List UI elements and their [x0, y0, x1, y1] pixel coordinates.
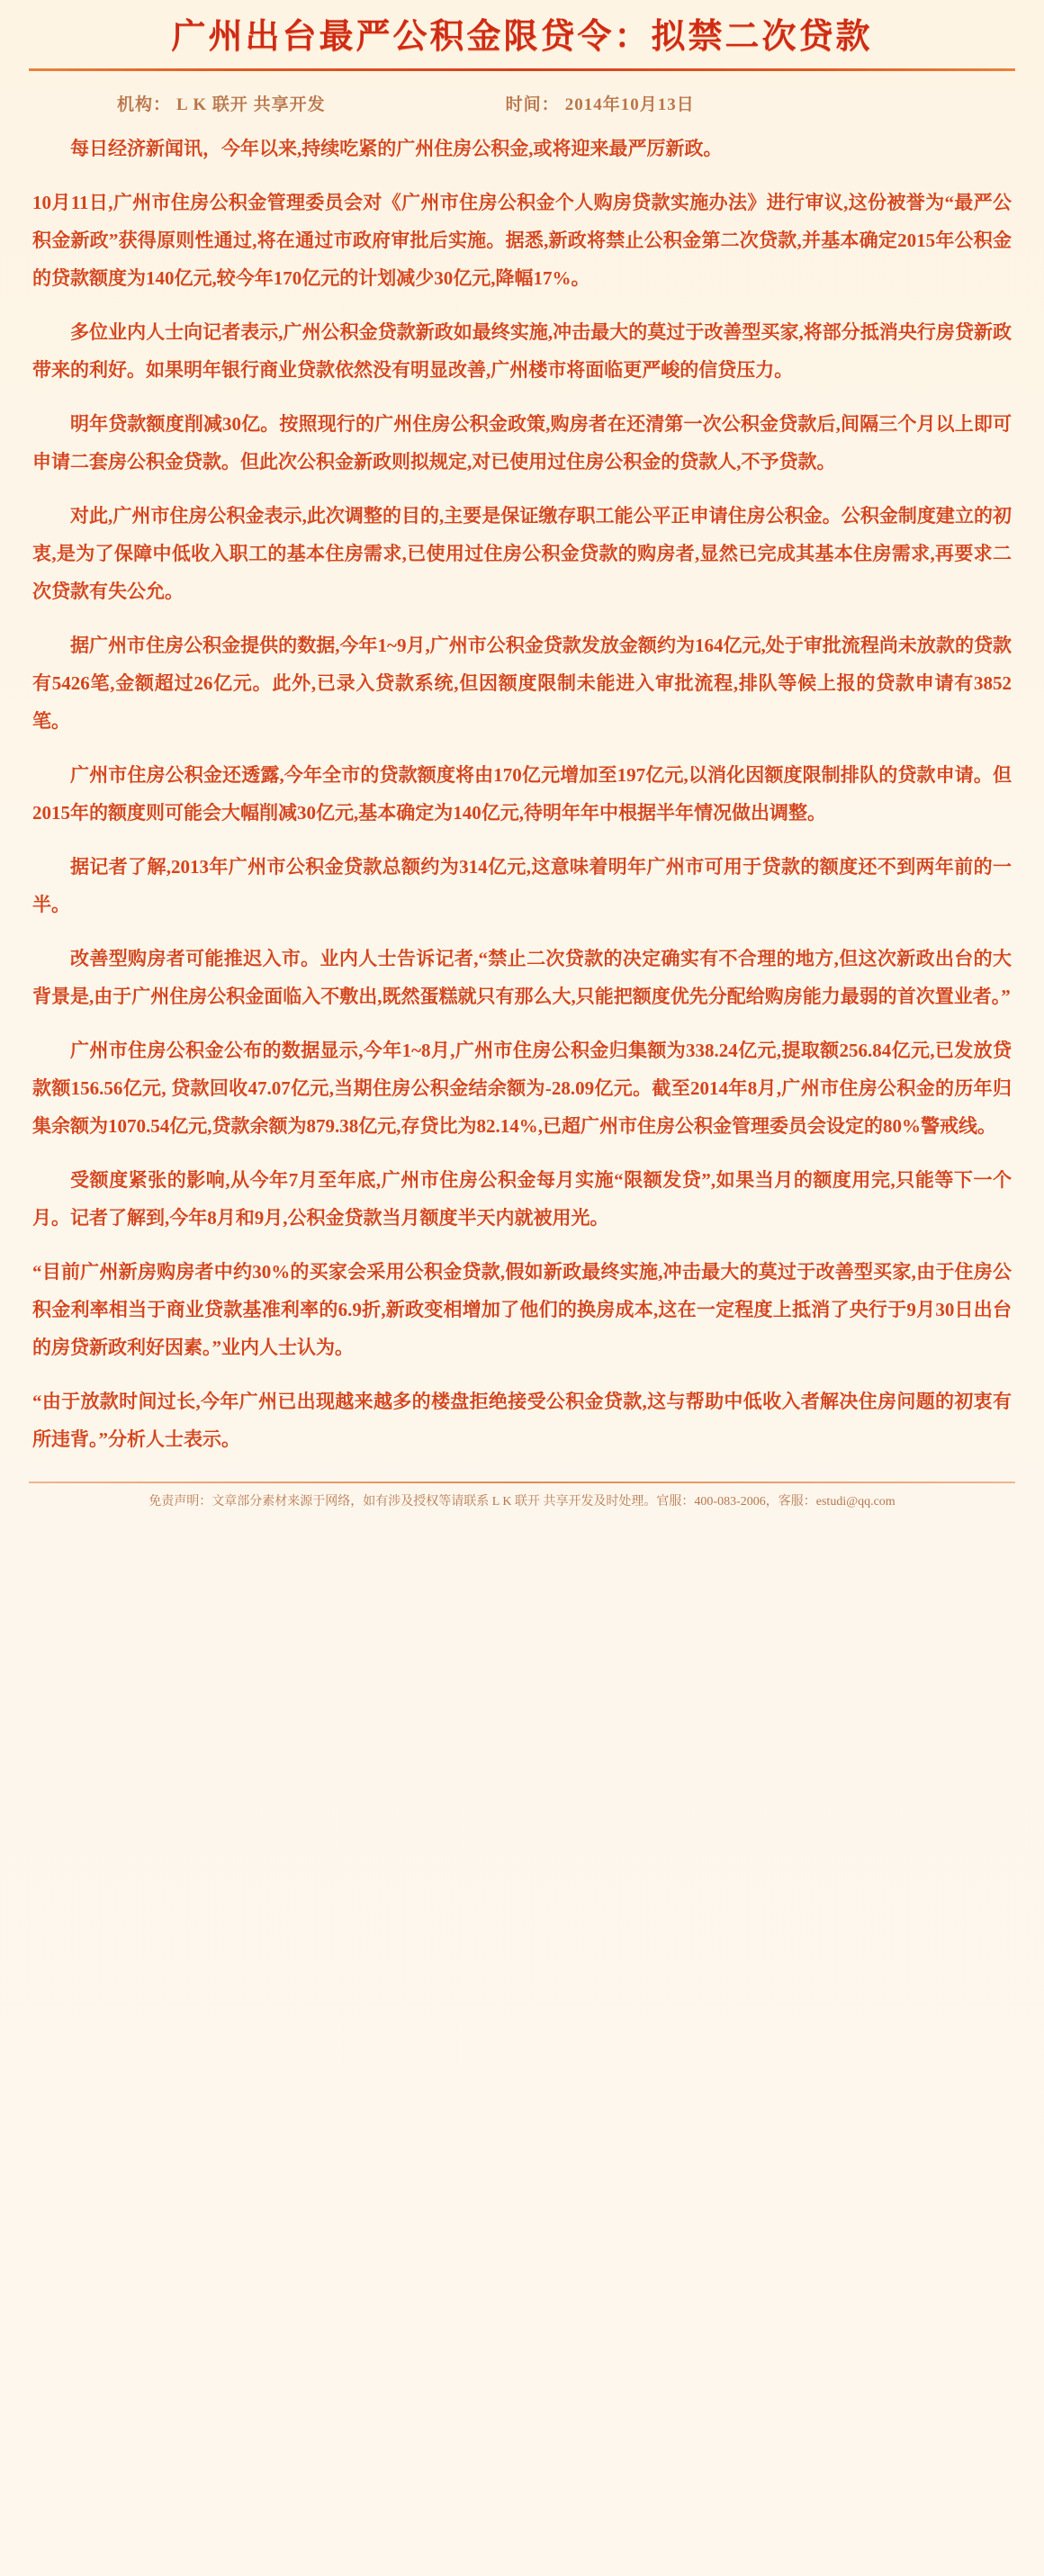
footer-disclaimer: 免责声明：文章部分素材来源于网络，如有涉及授权等请联系 L K 联开 共享开发及时处理。官服：400-083-2006，客服：estudi@qq.com — [148, 1494, 896, 1509]
article-meta — [0, 77, 1044, 121]
meta-source — [117, 91, 326, 115]
article-paragraph: 广州市住房公积金公布的数据显示,今年1~8月,广州市住房公积金归集额为338.24亿元,提取额256.84亿元,已发放贷款额156.56亿元, 贷款回收47.07亿元,当期住房公积金结余额为-28.09亿元。截至2014年8月,广州市住房公积金的历年归集余额为1070.54亿元,贷款余额为879.38亿元,存贷比为82.14%,已超广州市住房公积金管理委员会设定的80%警戒线。 — [32, 1039, 1012, 1137]
article-paragraph: 改善型购房者可能推迟入市。业内人士告诉记者,“禁止二次贷款的决定确实有不合理的地方,但这次新政出台的大背景是,由于广州住房公积金面临入不敷出,既然蛋糕就只有那么大,只能把额度优先分配给购房能力最弱的首次置业者。” — [32, 947, 1012, 1007]
article-paragraph: 多位业内人士向记者表示,广州公积金贷款新政如最终实施,冲击最大的莫过于改善型买家,将部分抵消央行房贷新政带来的利好。如果明年银行商业贷款依然没有明显改善,广州楼市将面临更严峻的信贷压力。 — [32, 320, 1012, 381]
page-title: 广州出台最严公积金限贷令：拟禁二次贷款 — [171, 18, 873, 56]
meta-time-value: 2014年10月13日 — [564, 95, 695, 114]
article-paragraph: 每日经济新闻讯，今年以来,持续吃紧的广州住房公积金,或将迎来最严厉新政。 — [70, 137, 723, 159]
article-paragraph: “由于放款时间过长,今年广州已出现越来越多的楼盘拒绝接受公积金贷款,这与帮助中低收入者解决住房问题的初衷有所违背。”分析人士表示。 — [32, 1390, 1012, 1450]
meta-time — [506, 91, 695, 115]
title-block — [0, 0, 1044, 77]
article-paragraph: 据记者了解,2013年广州市公积金贷款总额约为314亿元,这意味着明年广州市可用于贷款的额度还不到两年前的一半。 — [32, 855, 1012, 915]
meta-time-label: 时间： — [505, 95, 560, 114]
meta-source-label: 机构： — [117, 95, 172, 114]
meta-source-value: L K 联开 共享开发 — [176, 95, 326, 114]
article-paragraph: 据广州市住房公积金提供的数据,今年1~9月,广州市公积金贷款发放金额约为164亿元,处于审批流程尚未放款的贷款有5426笔,金额超过26亿元。此外,已录入贷款系统,但因额度限制未能进入审批流程,排队等候上报的贷款申请有3852笔。 — [32, 634, 1012, 732]
article-paragraph: 对此,广州市住房公积金表示,此次调整的目的,主要是保证缴存职工能公平正申请住房公积金。公积金制度建立的初衷,是为了保障中低收入职工的基本住房需求,已使用过住房公积金贷款的购房者,显然已完成其基本住房需求,再要求二次贷款有失公允。 — [32, 504, 1012, 602]
title-divider — [29, 68, 1015, 71]
article-paragraph: 明年贷款额度削减30亿。按照现行的广州住房公积金政策,购房者在还清第一次公积金贷款后,间隔三个月以上即可申请二套房公积金贷款。但此次公积金新政则拟规定,对已使用过住房公积金的贷款人,不予贷款。 — [32, 412, 1012, 473]
article-paragraph: 10月11日,广州市住房公积金管理委员会对《广州市住房公积金个人购房贷款实施办法》进行审议,这份被誉为“最严公积金新政”获得原则性通过,将在通过市政府审批后实施。据悉,新政将禁止公积金第二次贷款,并基本确定2015年公积金的贷款额度为140亿元,较今年170亿元的计划减少30亿元,降幅17%。 — [32, 191, 1012, 289]
article-paragraph: 受额度紧张的影响,从今年7月至年底,广州市住房公积金每月实施“限额发贷”,如果当月的额度用完,只能等下一个月。记者了解到,今年8月和9月,公积金贷款当月额度半天内就被用光。 — [32, 1168, 1012, 1229]
article-paragraph: “目前广州新房购房者中约30%的买家会采用公积金贷款,假如新政最终实施,冲击最大的莫过于改善型买家,由于住房公积金利率相当于商业贷款基准利率的6.9折,新政变相增加了他们的换房成本,这在一定程度上抵消了央行于9月30日出台的房贷新政利好因素。”业内人士认为。 — [32, 1260, 1012, 1358]
article-paragraph: 广州市住房公积金还透露,今年全市的贷款额度将由170亿元增加至197亿元,以消化因额度限制排队的贷款申请。但2015年的额度则可能会大幅削减30亿元,基本确定为140亿元,待明年年中根据半年情况做出调整。 — [32, 763, 1012, 824]
article-body — [0, 121, 1044, 1458]
